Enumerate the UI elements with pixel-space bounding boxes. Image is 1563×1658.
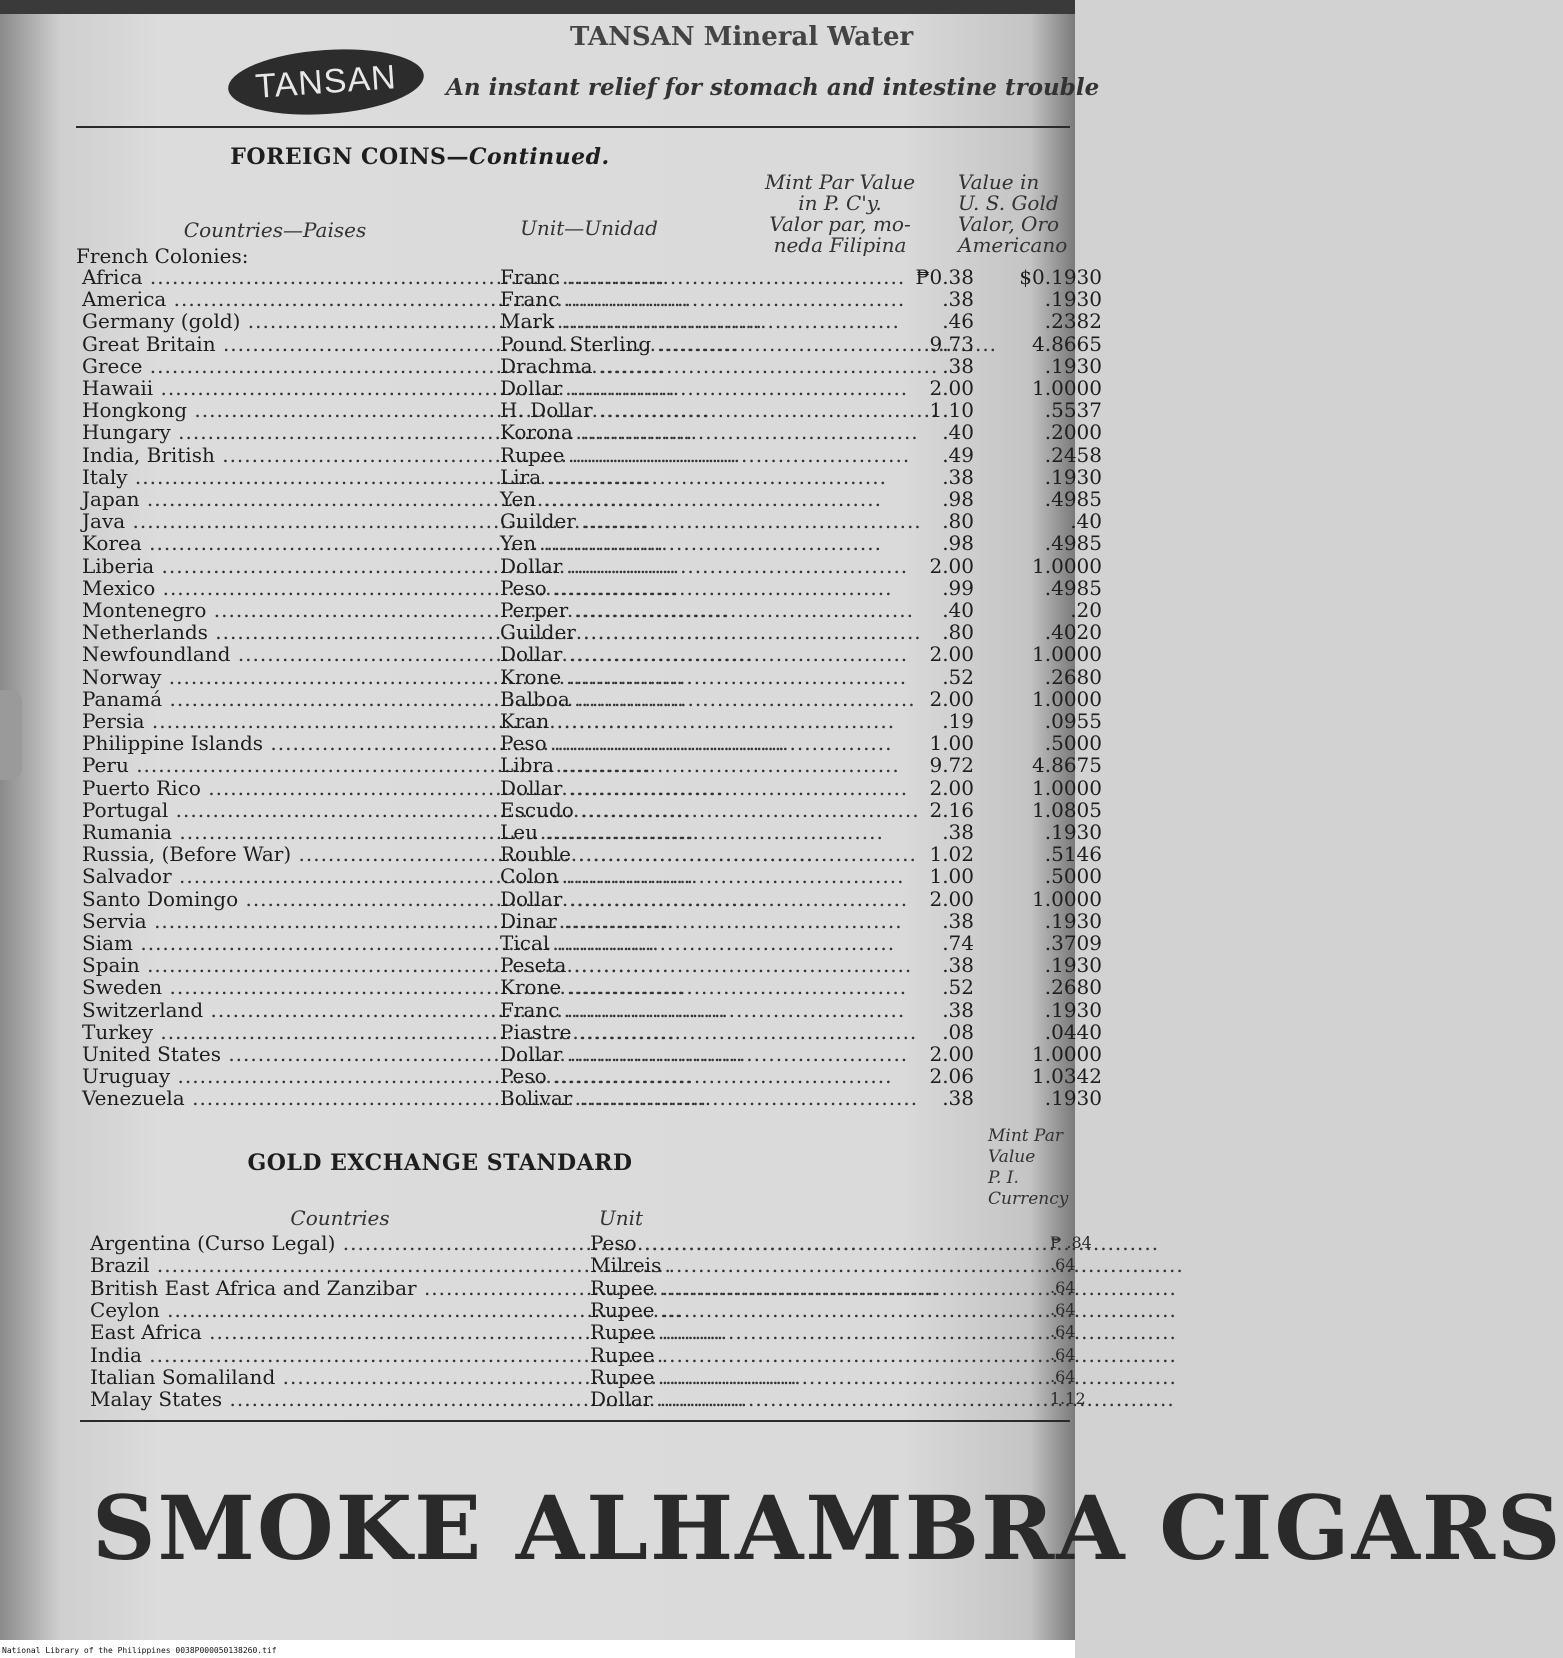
cell-country: Hongkong ..... [82, 399, 482, 421]
cell-country: Liberia ..... [82, 555, 482, 577]
table-row [82, 731, 1102, 755]
cell-country: Great Britain ..... [82, 333, 482, 355]
cell-country: Newfoundland ..... [82, 643, 482, 665]
cell-country: Java ..... [82, 510, 482, 532]
cell-unit: Peso ..... [590, 1232, 1080, 1254]
cell-unit: Dinar ..... [500, 910, 800, 932]
col-header-mint-par-line: neda Filipina [773, 233, 907, 257]
cell-par: .49 [942, 443, 974, 467]
cell-usv: .4985 [1044, 487, 1102, 511]
cell-country: Italian Somaliland ..... [90, 1366, 570, 1388]
cell-country: Hungary ..... [82, 421, 482, 443]
cell-unit: Rupee ..... [590, 1321, 1080, 1343]
cell-par: 1.00 [929, 731, 974, 755]
header-title: TANSAN Mineral Water [570, 22, 914, 52]
table-row [82, 931, 1102, 955]
alhambra-advert: SMOKE ALHAMBRA CIGARS [92, 1476, 1563, 1580]
cell-country: Korea ..... [82, 532, 482, 554]
cell-par: .08 [942, 1020, 974, 1044]
table-row [82, 376, 1102, 400]
col-header-mint-par-line: Mint Par Value [764, 170, 916, 194]
cell-usv: 4.8675 [1032, 753, 1102, 777]
table-row [82, 309, 1102, 333]
cell-country: Hawaii ..... [82, 377, 482, 399]
cell-par: .40 [942, 598, 974, 622]
cell-unit: Dollar ..... [500, 555, 800, 577]
cell-unit: Peseta ..... [500, 954, 800, 976]
cell-usv: .1930 [1044, 1086, 1102, 1110]
cell-usv: .4985 [1044, 576, 1102, 600]
cell-country: Philippine Islands ..... [82, 732, 482, 754]
cell-unit: Kran ..... [500, 710, 800, 732]
cell-country: Malay States ..... [90, 1388, 570, 1410]
cell-par: 2.00 [929, 687, 974, 711]
table-row [82, 287, 1102, 311]
cell-unit: Yen ..... [500, 532, 800, 554]
cell-unit: Franc ..... [500, 288, 800, 310]
cell-usv: 1.0000 [1032, 554, 1102, 578]
cell-country: Netherlands ..... [82, 621, 482, 643]
cell-country: Mexico ..... [82, 577, 482, 599]
cell-par: 9.72 [929, 753, 974, 777]
cell-par: 2.00 [929, 642, 974, 666]
cell-unit: Peso ..... [500, 1065, 800, 1087]
group-label-french-colonies: French Colonies: [76, 244, 249, 268]
cell-unit: Guilder ..... [500, 621, 800, 643]
gold-col-header-value-line: Value [988, 1147, 1036, 1167]
header-rule [76, 126, 1070, 128]
gold-col-header-value-line: P. I. [988, 1168, 1019, 1188]
cell-unit: Rupee ..... [590, 1366, 1080, 1388]
cell-country: Santo Domingo ..... [82, 888, 482, 910]
table-row [82, 487, 1102, 511]
cell-usv: 1.0342 [1032, 1064, 1102, 1088]
cell-unit: Mark ..... [500, 310, 800, 332]
foreign-coins-title-cont: Continued. [468, 144, 610, 170]
cell-usv: .1930 [1044, 465, 1102, 489]
cell-unit: Guilder ..... [500, 510, 800, 532]
cell-unit: Milreis ..... [590, 1254, 1080, 1276]
table-row [82, 687, 1102, 711]
cell-country: Salvador ..... [82, 865, 482, 887]
cell-value: ₱ .84 [1050, 1233, 1092, 1252]
cell-par: 2.00 [929, 1042, 974, 1066]
cell-country: East Africa ..... [90, 1321, 570, 1343]
table-row [90, 1365, 1076, 1389]
cell-unit: Dollar ..... [500, 888, 800, 910]
cell-unit: Rupee ..... [590, 1344, 1080, 1366]
cell-country: Rumania ..... [82, 821, 482, 843]
cell-unit: Balboa ..... [500, 688, 800, 710]
cell-value: .64 [1050, 1345, 1076, 1364]
cell-usv: .5537 [1044, 398, 1102, 422]
cell-usv: 4.8665 [1032, 332, 1102, 356]
table-row [82, 998, 1102, 1022]
table-row [82, 443, 1102, 467]
cell-usv: 1.0000 [1032, 1042, 1102, 1066]
table-row [82, 776, 1102, 800]
table-row [82, 1042, 1102, 1066]
cell-par: 2.16 [929, 798, 974, 822]
cell-par: .38 [942, 354, 974, 378]
cell-par: .99 [942, 576, 974, 600]
cell-usv: .2000 [1044, 420, 1102, 444]
cell-country: India, British ..... [82, 444, 482, 466]
cell-value: .64 [1050, 1255, 1076, 1274]
table-row [90, 1253, 1076, 1277]
col-header-us-gold [958, 172, 1068, 256]
cell-par: 2.00 [929, 376, 974, 400]
col-header-us-gold-line: Value in [958, 170, 1040, 194]
gold-standard-title: GOLD EXCHANGE STANDARD [247, 1150, 633, 1176]
cell-unit: Rupee ..... [590, 1277, 1080, 1299]
cell-par: ₱0.38 [915, 265, 974, 289]
cell-country: Puerto Rico ..... [82, 777, 482, 799]
cell-country: Persia ..... [82, 710, 482, 732]
table-row [82, 354, 1102, 378]
gold-col-header-unit: Unit [598, 1206, 644, 1230]
cell-usv: 1.0000 [1032, 376, 1102, 400]
cell-unit: Dollar ..... [500, 643, 800, 665]
table-row [82, 1086, 1102, 1110]
cell-par: .19 [942, 709, 974, 733]
cell-unit: Rupee ..... [590, 1299, 1080, 1321]
cell-unit: Libra ..... [500, 754, 800, 776]
cell-unit: Dollar ..... [500, 377, 800, 399]
cell-country: Siam ..... [82, 932, 482, 954]
cell-country: Venezuela ..... [82, 1087, 482, 1109]
cell-par: 1.10 [929, 398, 974, 422]
table-row [82, 598, 1102, 622]
cell-unit: Lira ..... [500, 466, 800, 488]
cell-usv: .0955 [1044, 709, 1102, 733]
cell-unit: Bolivar ..... [500, 1087, 800, 1109]
cell-par: 1.02 [929, 842, 974, 866]
table-row [82, 842, 1102, 866]
table-row [90, 1343, 1076, 1367]
cell-country: Portugal ..... [82, 799, 482, 821]
cell-unit: Dollar ..... [500, 1043, 800, 1065]
cell-country: Africa ..... [82, 266, 482, 288]
table-row [82, 420, 1102, 444]
cell-usv: .1930 [1044, 953, 1102, 977]
cell-value: .64 [1050, 1367, 1076, 1386]
cell-par: .52 [942, 665, 974, 689]
section-bottom-rule [80, 1420, 1070, 1422]
col-header-mint-par [740, 172, 940, 256]
gold-col-header-value-line: Currency [988, 1189, 1069, 1209]
col-header-mint-par-line: Valor par, mo- [769, 212, 911, 236]
table-row [82, 642, 1102, 666]
cell-usv: .4985 [1044, 531, 1102, 555]
cell-unit: H. Dollar ..... [500, 399, 800, 421]
cell-unit: Rupee ..... [500, 444, 800, 466]
cell-par: .74 [942, 931, 974, 955]
cell-usv: 1.0000 [1032, 776, 1102, 800]
cell-usv: .40 [1070, 509, 1102, 533]
cell-country: Italy ..... [82, 466, 482, 488]
table-row [82, 887, 1102, 911]
col-header-unit: Unit—Unidad [520, 216, 658, 240]
cell-country: Ceylon ..... [90, 1299, 570, 1321]
cell-unit: Franc ..... [500, 999, 800, 1021]
cell-par: 9.73 [929, 332, 974, 356]
cell-usv: .2458 [1044, 443, 1102, 467]
col-header-us-gold-line: Americano [958, 233, 1068, 257]
cell-unit: Franc ..... [500, 266, 800, 288]
table-row [82, 753, 1102, 777]
table-row [82, 620, 1102, 644]
table-row [82, 709, 1102, 733]
cell-unit: Escudo ..... [500, 799, 800, 821]
cell-value: .64 [1050, 1300, 1076, 1319]
table-row [82, 798, 1102, 822]
tansan-logo: TANSAN [226, 43, 426, 121]
cell-country: America ..... [82, 288, 482, 310]
cell-par: .38 [942, 1086, 974, 1110]
col-header-us-gold-line: U. S. Gold [958, 191, 1059, 215]
cell-usv: .2382 [1044, 309, 1102, 333]
cell-usv: .0440 [1044, 1020, 1102, 1044]
cell-usv: .4020 [1044, 620, 1102, 644]
cell-value: 1.12 [1050, 1389, 1086, 1408]
cell-country: Argentina (Curso Legal) ..... [90, 1232, 570, 1254]
table-row [82, 332, 1102, 356]
cell-unit: Rouble ..... [500, 843, 800, 865]
cell-country: Switzerland ..... [82, 999, 482, 1021]
cell-unit: Krone ..... [500, 666, 800, 688]
foreign-coins-title [40, 144, 800, 170]
cell-usv: .5146 [1044, 842, 1102, 866]
cell-value: .64 [1050, 1322, 1076, 1341]
table-row [82, 398, 1102, 422]
table-row [82, 909, 1102, 933]
cell-country: Servia ..... [82, 910, 482, 932]
cell-par: 2.00 [929, 776, 974, 800]
foreign-coins-title-main: FOREIGN COINS— [230, 144, 469, 170]
table-row [82, 953, 1102, 977]
table-row [90, 1276, 1076, 1300]
cell-country: Turkey ..... [82, 1021, 482, 1043]
table-row [82, 975, 1102, 999]
cell-unit: Yen ..... [500, 488, 800, 510]
cell-par: .38 [942, 820, 974, 844]
table-row [82, 265, 1102, 289]
cell-unit: Dollar ..... [590, 1388, 1080, 1410]
cell-par: .98 [942, 487, 974, 511]
table-row [90, 1231, 1092, 1255]
cell-unit: Pound Sterling ..... [500, 333, 800, 355]
cell-usv: $0.1930 [1019, 265, 1102, 289]
table-row [90, 1387, 1086, 1411]
table-row [82, 1020, 1102, 1044]
cell-par: .80 [942, 509, 974, 533]
scan-edge [0, 0, 1075, 14]
cell-unit: Tical ..... [500, 932, 800, 954]
cell-country: Japan ..... [82, 488, 482, 510]
gold-col-header-value [988, 1126, 1072, 1210]
table-row [82, 820, 1102, 844]
cell-usv: .5000 [1044, 731, 1102, 755]
cell-par: .46 [942, 309, 974, 333]
table-row [82, 531, 1102, 555]
table-row [82, 509, 1102, 533]
cell-value: .64 [1050, 1278, 1076, 1297]
cell-usv: .1930 [1044, 287, 1102, 311]
cell-unit: Perper ..... [500, 599, 800, 621]
table-row [82, 665, 1102, 689]
cell-par: .40 [942, 420, 974, 444]
cell-country: India ..... [90, 1344, 570, 1366]
col-header-us-gold-line: Valor, Oro [958, 212, 1060, 236]
table-row [82, 576, 1102, 600]
cell-usv: 1.0805 [1032, 798, 1102, 822]
cell-usv: .2680 [1044, 665, 1102, 689]
cell-usv: .5000 [1044, 864, 1102, 888]
cell-par: .52 [942, 975, 974, 999]
cell-country: United States ..... [82, 1043, 482, 1065]
table-row [82, 554, 1102, 578]
cell-unit: Piastre ..... [500, 1021, 800, 1043]
header-tagline: An instant relief for stomach and intestine trouble [446, 74, 1100, 101]
cell-usv: .2680 [1044, 975, 1102, 999]
cell-country: Grece ..... [82, 355, 482, 377]
cell-country: Peru ..... [82, 754, 482, 776]
page-binding-shadow [0, 690, 22, 780]
cell-country: Brazil ..... [90, 1254, 570, 1276]
cell-usv: .1930 [1044, 820, 1102, 844]
cell-par: .38 [942, 998, 974, 1022]
gold-col-header-country: Countries [290, 1206, 390, 1230]
cell-par: .80 [942, 620, 974, 644]
cell-unit: Colon ..... [500, 865, 800, 887]
cell-country: Norway ..... [82, 666, 482, 688]
cell-country: Uruguay ..... [82, 1065, 482, 1087]
cell-par: 2.00 [929, 887, 974, 911]
cell-unit: Leu ..... [500, 821, 800, 843]
cell-usv: .1930 [1044, 909, 1102, 933]
cell-par: 2.06 [929, 1064, 974, 1088]
cell-usv: .20 [1070, 598, 1102, 622]
scan-footer: National Library of the Philippines 0038P000050138260.tif [2, 1646, 277, 1655]
cell-par: .98 [942, 531, 974, 555]
cell-unit: Peso ..... [500, 732, 800, 754]
cell-unit: Krone ..... [500, 976, 800, 998]
cell-par: 1.00 [929, 864, 974, 888]
cell-usv: 1.0000 [1032, 687, 1102, 711]
cell-usv: .1930 [1044, 998, 1102, 1022]
table-row [90, 1298, 1076, 1322]
cell-unit: Dollar ..... [500, 777, 800, 799]
cell-country: Germany (gold) ..... [82, 310, 482, 332]
cell-country: Montenegro ..... [82, 599, 482, 621]
cell-usv: 1.0000 [1032, 642, 1102, 666]
cell-par: 2.00 [929, 554, 974, 578]
cell-unit: Drachma ..... [500, 355, 800, 377]
cell-country: Spain ..... [82, 954, 482, 976]
col-header-country: Countries—Paises [183, 218, 367, 242]
cell-usv: .3709 [1044, 931, 1102, 955]
col-header-mint-par-line: in P. C'y. [798, 191, 882, 215]
cell-country: Panamá ..... [82, 688, 482, 710]
table-row [82, 864, 1102, 888]
table-row [82, 1064, 1102, 1088]
cell-country: Sweden ..... [82, 976, 482, 998]
cell-country: Russia, (Before War) ..... [82, 843, 482, 865]
cell-par: .38 [942, 287, 974, 311]
cell-par: .38 [942, 909, 974, 933]
cell-usv: 1.0000 [1032, 887, 1102, 911]
table-row [90, 1320, 1076, 1344]
cell-usv: .1930 [1044, 354, 1102, 378]
gold-col-header-value-line: Mint Par [988, 1126, 1063, 1146]
cell-par: .38 [942, 953, 974, 977]
table-row [82, 465, 1102, 489]
cell-unit: Peso ..... [500, 577, 800, 599]
cell-par: .38 [942, 465, 974, 489]
cell-unit: Korona ..... [500, 421, 800, 443]
cell-country: British East Africa and Zanzibar ..... [90, 1277, 570, 1299]
